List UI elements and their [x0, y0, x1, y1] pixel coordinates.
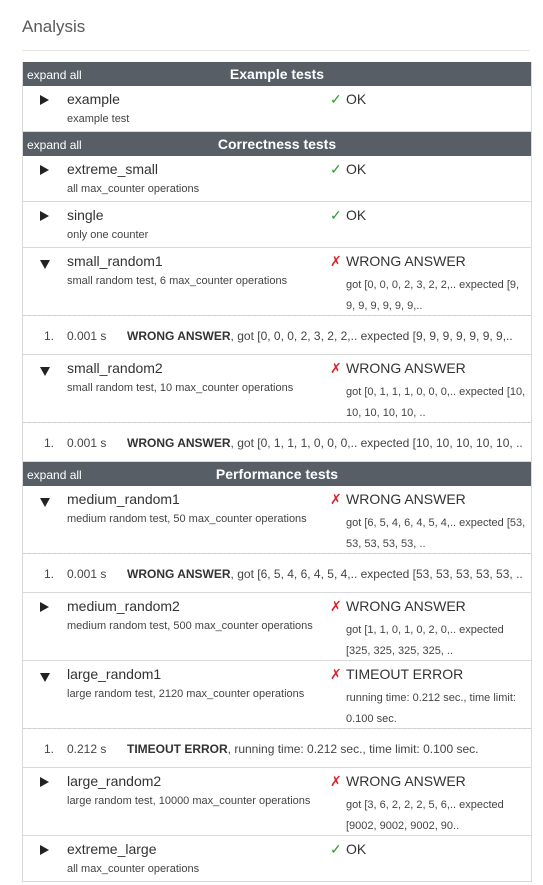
test-name: extreme_small [67, 161, 159, 177]
result-number: 1. [44, 567, 55, 581]
test-row-medium-random2[interactable] [23, 593, 531, 661]
cross-icon: ✗ [330, 253, 342, 269]
test-row-large-random2[interactable] [23, 768, 531, 836]
test-name: medium_random1 [67, 491, 180, 507]
result-label: WRONG ANSWER [127, 329, 231, 343]
triangle-down-icon[interactable] [40, 260, 50, 269]
result-number: 1. [44, 742, 55, 756]
result-label: WRONG ANSWER [127, 567, 231, 581]
result-time: 0.001 s [67, 567, 107, 581]
check-icon: ✓ [330, 207, 342, 223]
test-name: large_random2 [67, 773, 162, 789]
test-row-extreme-large[interactable] [23, 836, 531, 881]
section-header-correctness [23, 132, 531, 156]
test-detail: got [3, 6, 2, 2, 2, 5, 6,.. expected [9002, 9002, 9002, 90.. [346, 799, 504, 832]
test-result-large-random1 [23, 728, 531, 768]
test-row-single[interactable] [23, 202, 531, 248]
section-header-performance [23, 462, 531, 486]
test-detail: got [0, 1, 1, 1, 0, 0, 0,.. expected [10, 10, 10, 10, 10, .. [346, 386, 526, 419]
test-desc: only one counter [67, 229, 149, 241]
test-row-small-random1[interactable] [23, 248, 531, 316]
result-text: , got [0, 1, 1, 1, 0, 0, 0,.. expected [10, 10, 10, 10, 10, .. [230, 436, 523, 450]
cross-icon: ✗ [330, 773, 342, 789]
triangle-down-icon[interactable] [40, 498, 50, 507]
triangle-right-icon[interactable] [40, 845, 49, 855]
check-icon: ✓ [330, 161, 342, 177]
test-status: WRONG ANSWER [346, 253, 466, 269]
test-desc: large random test, 10000 max_counter operations [67, 795, 311, 807]
title-divider [22, 50, 530, 51]
triangle-right-icon[interactable] [40, 165, 49, 175]
result-text: , got [0, 0, 0, 2, 3, 2, 2,.. expected [9, 9, 9, 9, 9, 9, 9,.. [230, 329, 513, 343]
section-title: Performance tests [215, 466, 339, 482]
test-desc: medium random test, 500 max_counter operations [67, 620, 313, 632]
result-time: 0.212 s [67, 742, 107, 756]
section-title: Correctness tests [217, 136, 337, 152]
cross-icon: ✗ [330, 598, 342, 614]
test-name: small_random1 [67, 253, 163, 269]
test-desc: small random test, 6 max_counter operations [67, 275, 288, 287]
test-status: OK [346, 841, 367, 857]
result-time: 0.001 s [67, 436, 107, 450]
test-detail: got [0, 0, 0, 2, 3, 2, 2,.. expected [9, 9, 9, 9, 9, 9, 9,.. [346, 279, 520, 312]
result-label: WRONG ANSWER [127, 436, 231, 450]
result-number: 1. [44, 436, 55, 450]
test-desc: all max_counter operations [67, 183, 200, 195]
test-result-medium-random1 [23, 553, 531, 593]
analysis-table [22, 62, 532, 882]
check-icon: ✓ [330, 91, 342, 107]
triangle-right-icon[interactable] [40, 777, 49, 787]
triangle-down-icon[interactable] [40, 673, 50, 682]
test-name: extreme_large [67, 841, 157, 857]
cross-icon: ✗ [330, 666, 342, 682]
test-desc: small random test, 10 max_counter operations [67, 382, 294, 394]
test-result-small-random1 [23, 315, 531, 355]
test-status: TIMEOUT ERROR [346, 666, 464, 682]
test-status: WRONG ANSWER [346, 598, 466, 614]
test-status: OK [346, 207, 367, 223]
test-name: single [67, 207, 104, 223]
test-name: small_random2 [67, 360, 163, 376]
result-message [127, 329, 513, 343]
result-label: TIMEOUT ERROR [127, 742, 228, 756]
test-desc: medium random test, 50 max_counter operations [67, 513, 307, 525]
expand-all-button[interactable]: expand all [27, 138, 82, 152]
test-detail: running time: 0.212 sec., time limit: 0.100 sec. [346, 692, 516, 725]
test-row-example[interactable] [23, 86, 531, 132]
triangle-right-icon[interactable] [40, 211, 49, 221]
test-row-large-random1[interactable] [23, 661, 531, 729]
page-title: Analysis [22, 17, 86, 36]
test-row-extreme-small[interactable] [23, 156, 531, 202]
result-text: , got [6, 5, 4, 6, 4, 5, 4,.. expected [53, 53, 53, 53, 53, .. [230, 567, 523, 581]
triangle-right-icon[interactable] [40, 602, 49, 612]
test-status: OK [346, 91, 367, 107]
result-text: , running time: 0.212 sec., time limit: 0.100 sec. [227, 742, 479, 756]
cross-icon: ✗ [330, 491, 342, 507]
test-name: example [67, 91, 120, 107]
test-detail: got [1, 1, 0, 1, 0, 2, 0,.. expected [325, 325, 325, 325, .. [346, 624, 504, 657]
section-header-example [23, 62, 531, 86]
cross-icon: ✗ [330, 360, 342, 376]
test-name: medium_random2 [67, 598, 180, 614]
test-result-small-random2 [23, 422, 531, 462]
test-detail: got [6, 5, 4, 6, 4, 5, 4,.. expected [53, 53, 53, 53, 53, .. [346, 517, 526, 550]
result-message [127, 436, 523, 450]
test-desc: example test [67, 113, 130, 125]
test-status: OK [346, 161, 367, 177]
check-icon: ✓ [330, 841, 342, 857]
triangle-right-icon[interactable] [40, 95, 49, 105]
result-time: 0.001 s [67, 329, 107, 343]
result-number: 1. [44, 329, 55, 343]
result-message [127, 742, 478, 756]
test-desc: large random test, 2120 max_counter operations [67, 688, 305, 700]
test-status: WRONG ANSWER [346, 360, 466, 376]
test-name: large_random1 [67, 666, 162, 682]
section-title: Example tests [229, 66, 325, 82]
expand-all-button[interactable]: expand all [27, 468, 82, 482]
triangle-down-icon[interactable] [40, 367, 50, 376]
test-row-small-random2[interactable] [23, 355, 531, 423]
result-message [127, 567, 523, 581]
expand-all-button[interactable]: expand all [27, 68, 82, 82]
test-row-medium-random1[interactable] [23, 486, 531, 554]
test-status: WRONG ANSWER [346, 773, 466, 789]
test-desc: all max_counter operations [67, 863, 200, 875]
test-status: WRONG ANSWER [346, 491, 466, 507]
